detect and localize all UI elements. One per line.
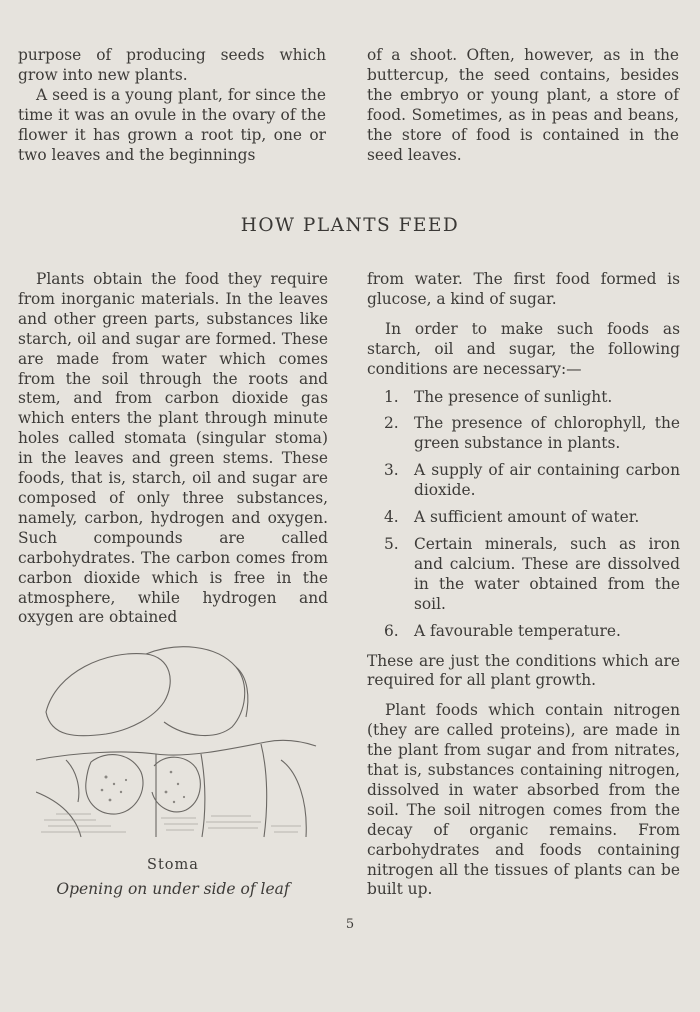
list-item: 4. A sufficient amount of water. [384,508,640,527]
paragraph-nitrogen: Plant foods which contain nitrogen (they are called proteins), are made in the plant from sugar and from nitrates, that is, substances containing nitrogen, dissolved in water absorbed from the soil. The soil nitrogen comes from the decay of organic remains. From carbohydrates and foods containing nitrogen all the tissues of plants can be built up. [367,701,680,899]
paragraph-growth-summary: These are just the conditions which are required for all plant growth. [367,651,680,690]
paragraph-water-glucose: from water. The first food formed is glucose, a kind of sugar. [367,270,680,308]
top-left-column [18,46,326,165]
paragraph-plants-obtain-food: Plants obtain the food they require from inorganic materials. In the leaves and other green parts, substances like starch, oil and sugar are formed. These are made from water which comes from the soil through the roots and stem, and from carbon dioxide gas which enters the plant through minute holes called stomata (singular stoma) in the leaves and green stems. These foods, that is, starch, oil and sugar are composed of only three substances, namely, carbon, hydrogen and oxygen. Such compounds are called carbohydrates. The carbon comes from carbon dioxide which is free in the atmosphere, while hydrogen and oxygen are obtained [18,270,328,627]
list-item: 1. The presence of sunlight. [384,387,613,406]
paragraph-seed: A seed is a young plant, for since the time it was an ovule in the ovary of the flower it has grown a root tip, one or two leaves and the beginnings [18,85,326,164]
list-item: 3. A supply of air containing carbon dioxide. [384,461,680,500]
right-column [367,270,680,900]
section-heading: HOW PLANTS FEED [240,215,460,236]
stoma-illustration [36,642,326,842]
list-item: 2. The presence of chlorophyll, the green substance in plants. [384,414,680,453]
list-item: 6. A favourable temperature. [384,621,621,640]
paragraph-continuation: purpose of producing seeds which grow into new plants. [18,46,326,84]
paragraph-seed-store: of a shoot. Often, however, as in the buttercup, the seed contains, besides the embryo or young plant, a store of food. Sometimes, as in peas and beans, the store of food is contained in the seed leaves. [367,46,679,164]
figure-subcaption: Opening on under side of leaf [56,880,290,898]
list-item: 5. Certain minerals, such as iron and calcium. These are dissolved in the water obtained from the soil. [384,534,680,613]
left-column [18,270,328,628]
page-number: 5 [345,917,355,932]
paragraph-conditions-intro: In order to make such foods as starch, oil and sugar, the following conditions are necessary:— [367,319,680,378]
figure-caption: Stoma [147,857,199,873]
conditions-list [367,388,680,642]
top-right-column [367,46,679,165]
